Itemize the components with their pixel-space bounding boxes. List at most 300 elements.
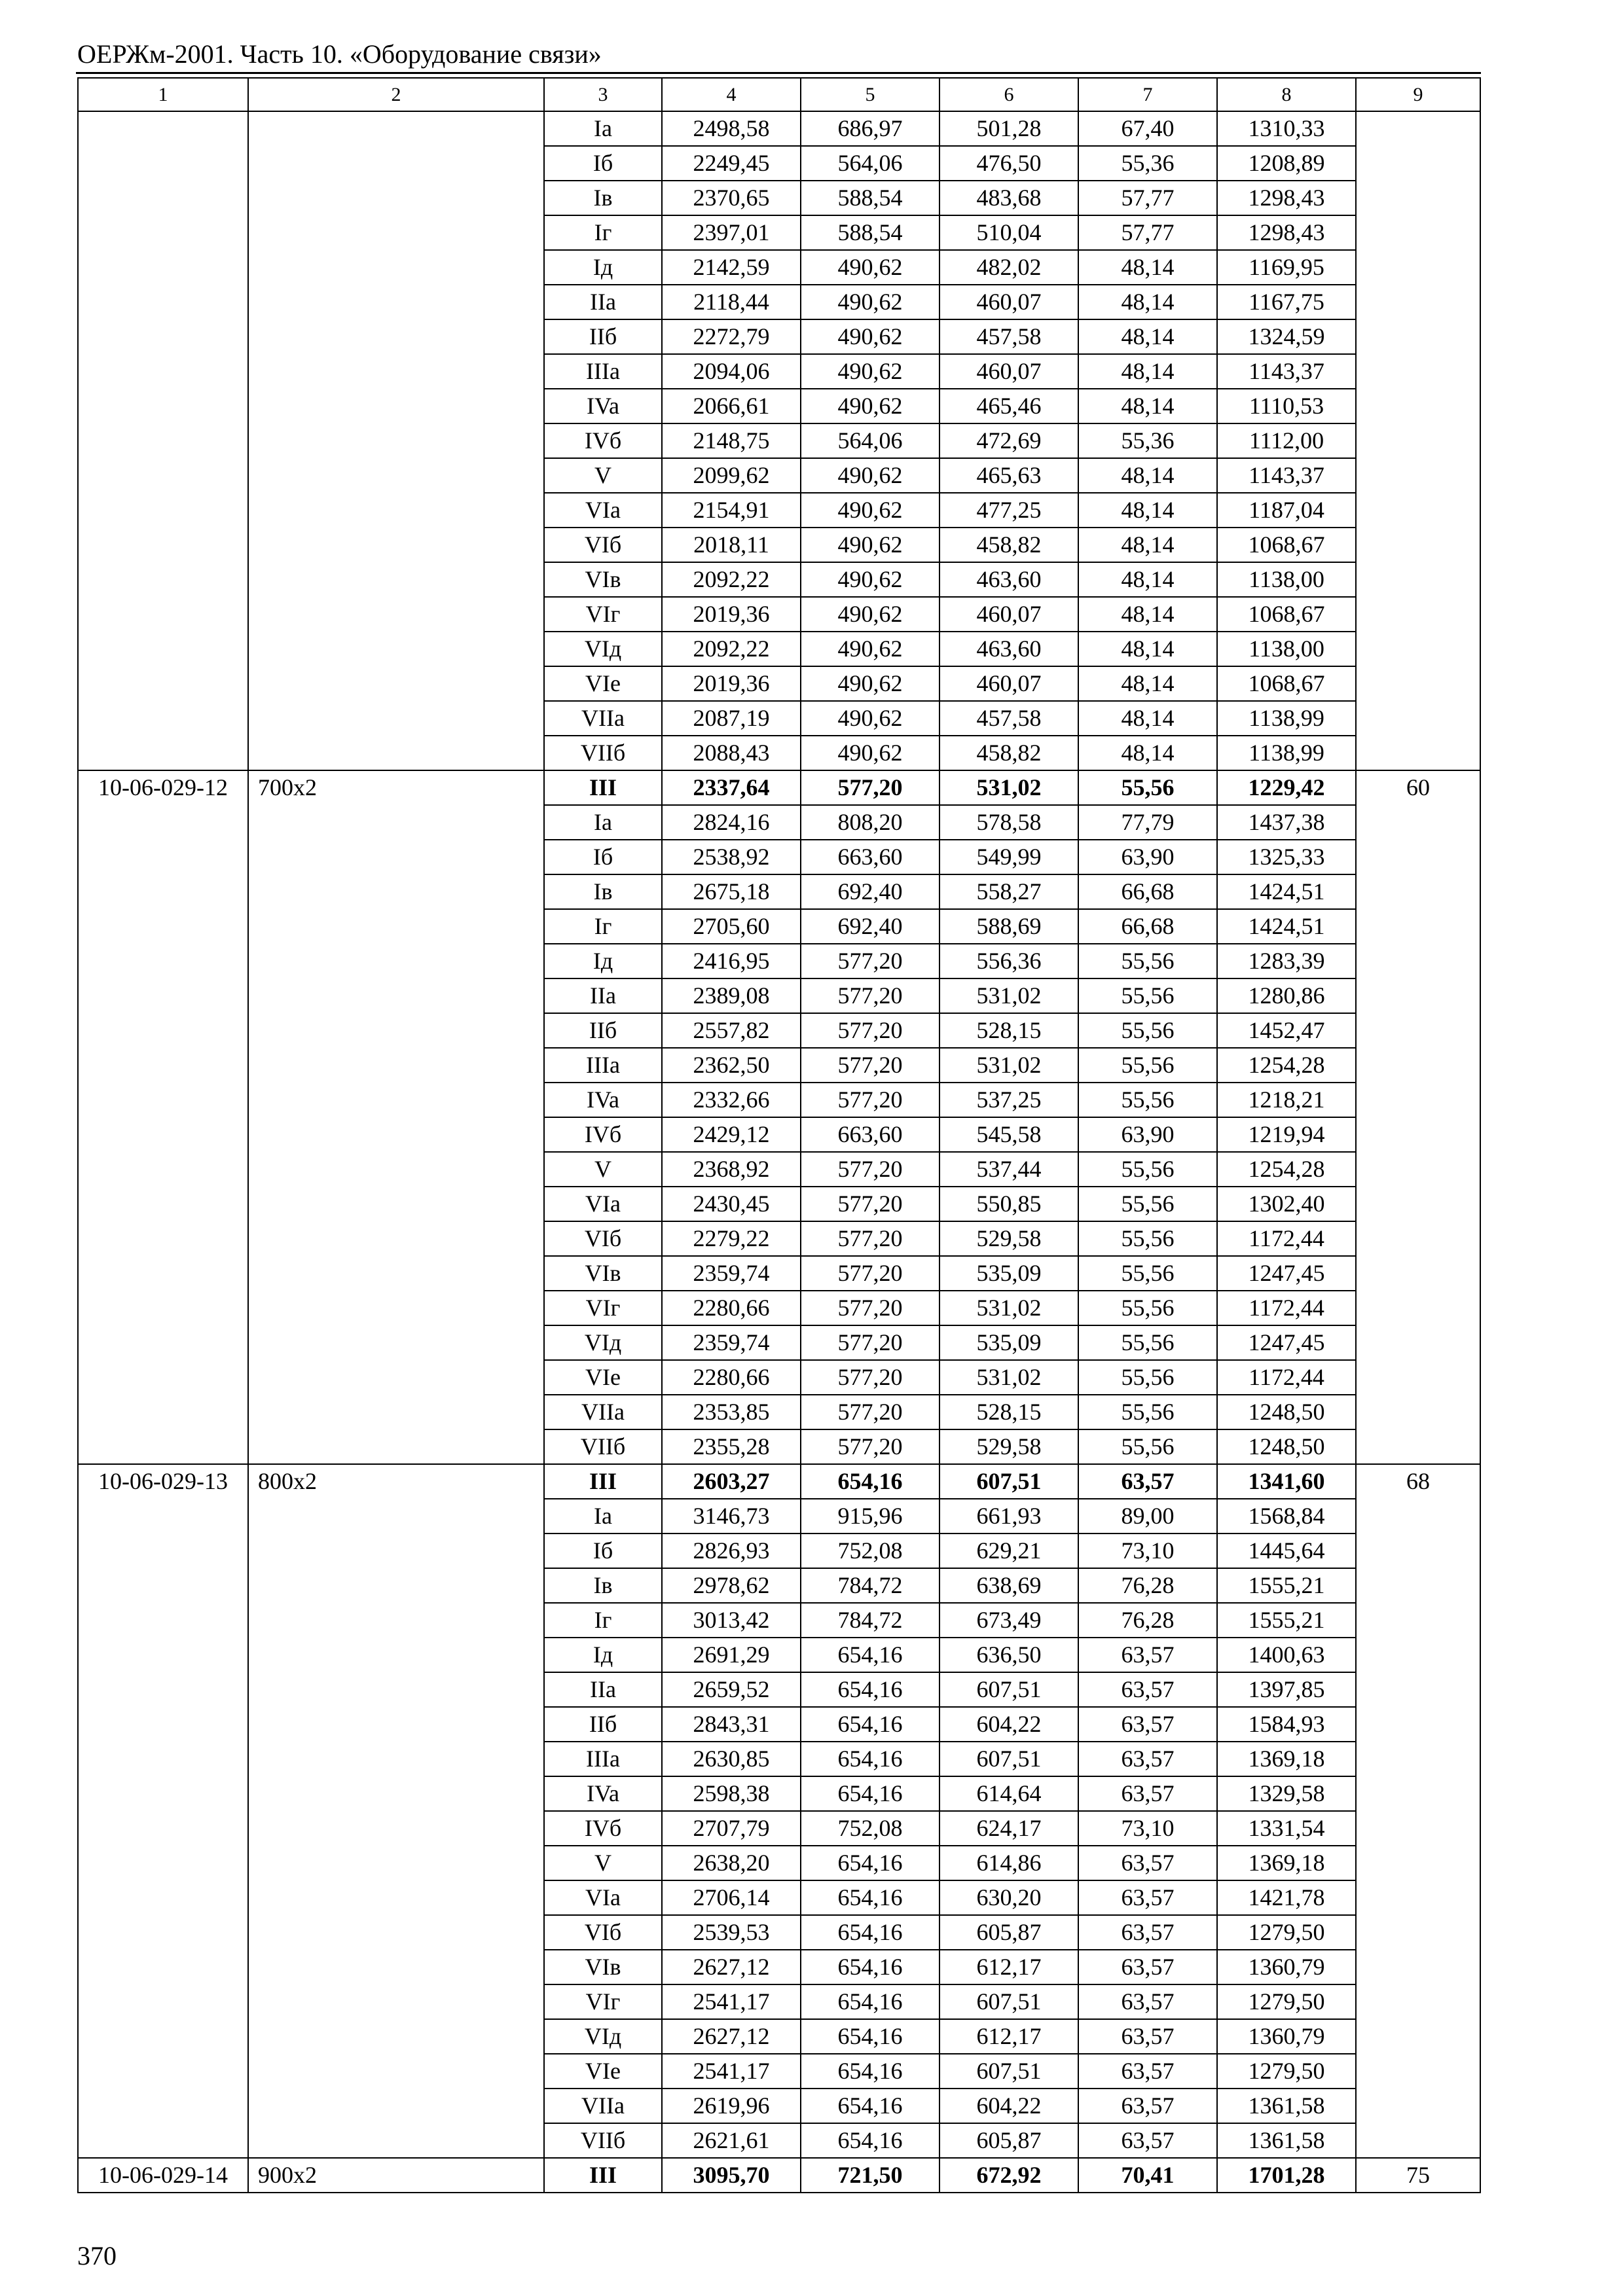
value-cell-col6: 457,58	[939, 701, 1078, 736]
value-cell-col7: 63,57	[1078, 1776, 1217, 1811]
value-cell-col6: 629,21	[939, 1534, 1078, 1568]
size-cell	[248, 2054, 544, 2089]
column-number: 7	[1078, 78, 1217, 111]
size-cell	[248, 354, 544, 389]
table-row	[78, 1221, 1480, 1256]
col9-cell	[1356, 1083, 1480, 1117]
value-cell-col7: 48,14	[1078, 666, 1217, 701]
table-row	[78, 111, 1480, 146]
value-cell-col5: 654,16	[801, 2123, 939, 2158]
size-cell	[248, 181, 544, 215]
class-cell: IIб	[544, 319, 662, 354]
page-header-title: ОЕРЖм-2001. Часть 10. «Оборудование связи»	[77, 39, 602, 69]
value-cell-col8: 1279,50	[1217, 2054, 1356, 2089]
code-cell	[78, 840, 248, 874]
table-row	[78, 493, 1480, 528]
value-cell-col6: 510,04	[939, 215, 1078, 250]
value-cell-col4: 2154,91	[662, 493, 801, 528]
table-row	[78, 1811, 1480, 1846]
value-cell-col5: 564,06	[801, 423, 939, 458]
value-cell-col5: 490,62	[801, 354, 939, 389]
class-cell: Ia	[544, 805, 662, 840]
value-cell-col7: 48,14	[1078, 285, 1217, 319]
size-cell	[248, 1360, 544, 1395]
value-cell-col7: 77,79	[1078, 805, 1217, 840]
table-row	[78, 1429, 1480, 1464]
value-cell-col4: 2272,79	[662, 319, 801, 354]
value-cell-col4: 2538,92	[662, 840, 801, 874]
size-cell	[248, 1568, 544, 1603]
table-row	[78, 1256, 1480, 1291]
value-cell-col4: 2826,93	[662, 1534, 801, 1568]
value-cell-col4: 2019,36	[662, 666, 801, 701]
col9-cell	[1356, 1360, 1480, 1395]
class-cell: IIб	[544, 1707, 662, 1742]
col9-cell	[1356, 423, 1480, 458]
code-cell	[78, 701, 248, 736]
value-cell-col5: 654,16	[801, 1672, 939, 1707]
value-cell-col5: 654,16	[801, 2089, 939, 2123]
col9-cell	[1356, 1534, 1480, 1568]
class-cell: Ia	[544, 111, 662, 146]
code-cell	[78, 1221, 248, 1256]
code-cell	[78, 1950, 248, 1984]
value-cell-col7: 63,57	[1078, 2019, 1217, 2054]
col9-cell	[1356, 1187, 1480, 1221]
value-cell-col7: 89,00	[1078, 1499, 1217, 1534]
class-cell: VIIб	[544, 2123, 662, 2158]
value-cell-col7: 55,56	[1078, 1013, 1217, 1048]
code-cell	[78, 1846, 248, 1880]
size-cell	[248, 1915, 544, 1950]
code-cell: 10-06-029-13	[78, 1464, 248, 1499]
value-cell-col5: 490,62	[801, 493, 939, 528]
value-cell-col6: 458,82	[939, 528, 1078, 562]
value-cell-col7: 55,56	[1078, 1083, 1217, 1117]
class-cell: Iд	[544, 944, 662, 978]
value-cell-col8: 1360,79	[1217, 2019, 1356, 2054]
value-cell-col6: 531,02	[939, 1291, 1078, 1325]
value-cell-col5: 490,62	[801, 701, 939, 736]
value-cell-col8: 1208,89	[1217, 146, 1356, 181]
value-cell-col7: 55,56	[1078, 944, 1217, 978]
table-row	[78, 528, 1480, 562]
table-row	[78, 2089, 1480, 2123]
col9-cell	[1356, 944, 1480, 978]
col9-cell	[1356, 2123, 1480, 2158]
value-cell-col8: 1280,86	[1217, 978, 1356, 1013]
value-cell-col6: 457,58	[939, 319, 1078, 354]
value-cell-col4: 2092,22	[662, 632, 801, 666]
table-row	[78, 1360, 1480, 1395]
size-cell	[248, 736, 544, 770]
table-row	[78, 1464, 1480, 1499]
code-cell	[78, 909, 248, 944]
size-cell	[248, 2089, 544, 2123]
value-cell-col5: 663,60	[801, 840, 939, 874]
class-cell: Iг	[544, 909, 662, 944]
table-row	[78, 1013, 1480, 1048]
value-cell-col6: 535,09	[939, 1325, 1078, 1360]
col9-cell	[1356, 1846, 1480, 1880]
col9-cell	[1356, 146, 1480, 181]
value-cell-col5: 577,20	[801, 978, 939, 1013]
value-cell-col7: 55,56	[1078, 1291, 1217, 1325]
value-cell-col6: 482,02	[939, 250, 1078, 285]
value-cell-col5: 577,20	[801, 1395, 939, 1429]
code-cell	[78, 1429, 248, 1464]
value-cell-col5: 588,54	[801, 215, 939, 250]
value-cell-col4: 2397,01	[662, 215, 801, 250]
code-cell	[78, 181, 248, 215]
value-cell-col4: 2118,44	[662, 285, 801, 319]
value-cell-col8: 1143,37	[1217, 354, 1356, 389]
code-cell	[78, 2019, 248, 2054]
value-cell-col5: 721,50	[801, 2158, 939, 2193]
value-cell-col8: 1247,45	[1217, 1325, 1356, 1360]
col9-cell	[1356, 493, 1480, 528]
class-cell: Iв	[544, 874, 662, 909]
class-cell: VIг	[544, 1984, 662, 2019]
value-cell-col4: 3146,73	[662, 1499, 801, 1534]
table-row	[78, 2019, 1480, 2054]
code-cell	[78, 597, 248, 632]
value-cell-col8: 1424,51	[1217, 909, 1356, 944]
col9-cell	[1356, 250, 1480, 285]
class-cell: VIa	[544, 1187, 662, 1221]
code-cell	[78, 1534, 248, 1568]
value-cell-col6: 537,25	[939, 1083, 1078, 1117]
value-cell-col6: 477,25	[939, 493, 1078, 528]
col9-cell: 75	[1356, 2158, 1480, 2193]
col9-cell	[1356, 2054, 1480, 2089]
table-row	[78, 250, 1480, 285]
value-cell-col6: 661,93	[939, 1499, 1078, 1534]
col9-cell	[1356, 1707, 1480, 1742]
col9-cell	[1356, 1638, 1480, 1672]
code-cell	[78, 1152, 248, 1187]
value-cell-col7: 55,56	[1078, 1395, 1217, 1429]
value-cell-col8: 1068,67	[1217, 666, 1356, 701]
class-cell: IIIa	[544, 1742, 662, 1776]
value-cell-col5: 654,16	[801, 1776, 939, 1811]
table-row	[78, 1534, 1480, 1568]
size-cell	[248, 1152, 544, 1187]
value-cell-col8: 1138,99	[1217, 701, 1356, 736]
value-cell-col5: 577,20	[801, 1256, 939, 1291]
code-cell	[78, 944, 248, 978]
value-cell-col7: 55,36	[1078, 146, 1217, 181]
col9-cell	[1356, 528, 1480, 562]
class-cell: V	[544, 458, 662, 493]
class-cell: IVa	[544, 1776, 662, 1811]
value-cell-col8: 1555,21	[1217, 1603, 1356, 1638]
col9-cell	[1356, 111, 1480, 146]
value-cell-col8: 1248,50	[1217, 1395, 1356, 1429]
value-cell-col8: 1248,50	[1217, 1429, 1356, 1464]
value-cell-col6: 630,20	[939, 1880, 1078, 1915]
value-cell-col8: 1247,45	[1217, 1256, 1356, 1291]
value-cell-col6: 465,63	[939, 458, 1078, 493]
size-cell	[248, 666, 544, 701]
value-cell-col6: 535,09	[939, 1256, 1078, 1291]
code-cell	[78, 2123, 248, 2158]
col9-cell	[1356, 1256, 1480, 1291]
column-number-row	[78, 78, 1480, 111]
value-cell-col8: 1218,21	[1217, 1083, 1356, 1117]
value-cell-col6: 588,69	[939, 909, 1078, 944]
col9-cell	[1356, 874, 1480, 909]
value-cell-col5: 784,72	[801, 1568, 939, 1603]
code-cell	[78, 1013, 248, 1048]
value-cell-col4: 2978,62	[662, 1568, 801, 1603]
size-cell	[248, 319, 544, 354]
code-cell	[78, 1117, 248, 1152]
code-cell	[78, 1707, 248, 1742]
table-row	[78, 1880, 1480, 1915]
value-cell-col8: 1310,33	[1217, 111, 1356, 146]
value-cell-col5: 686,97	[801, 111, 939, 146]
value-cell-col7: 48,14	[1078, 493, 1217, 528]
class-cell: IVa	[544, 389, 662, 423]
size-cell	[248, 1776, 544, 1811]
value-cell-col5: 692,40	[801, 874, 939, 909]
col9-cell	[1356, 1117, 1480, 1152]
value-cell-col5: 915,96	[801, 1499, 939, 1534]
class-cell: VIв	[544, 1256, 662, 1291]
value-cell-col6: 472,69	[939, 423, 1078, 458]
value-cell-col6: 458,82	[939, 736, 1078, 770]
code-cell	[78, 2089, 248, 2123]
value-cell-col4: 2066,61	[662, 389, 801, 423]
code-cell	[78, 1776, 248, 1811]
value-cell-col7: 63,57	[1078, 1880, 1217, 1915]
code-cell	[78, 389, 248, 423]
value-cell-col6: 460,07	[939, 285, 1078, 319]
col9-cell	[1356, 1499, 1480, 1534]
value-cell-col4: 2148,75	[662, 423, 801, 458]
value-cell-col8: 1254,28	[1217, 1152, 1356, 1187]
code-cell	[78, 1325, 248, 1360]
value-cell-col8: 1283,39	[1217, 944, 1356, 978]
code-cell	[78, 423, 248, 458]
value-cell-col4: 3095,70	[662, 2158, 801, 2193]
value-cell-col8: 1298,43	[1217, 181, 1356, 215]
table-row	[78, 978, 1480, 1013]
size-cell	[248, 1672, 544, 1707]
table-row	[78, 2158, 1480, 2193]
col9-cell	[1356, 1950, 1480, 1984]
value-cell-col6: 556,36	[939, 944, 1078, 978]
value-cell-col6: 607,51	[939, 1742, 1078, 1776]
col9-cell: 68	[1356, 1464, 1480, 1499]
col9-cell	[1356, 1603, 1480, 1638]
value-cell-col7: 63,57	[1078, 2089, 1217, 2123]
table-row	[78, 632, 1480, 666]
size-cell	[248, 944, 544, 978]
table-row	[78, 562, 1480, 597]
value-cell-col8: 1329,58	[1217, 1776, 1356, 1811]
value-cell-col5: 784,72	[801, 1603, 939, 1638]
size-cell: 800x2	[248, 1464, 544, 1499]
size-cell	[248, 562, 544, 597]
size-cell	[248, 389, 544, 423]
code-cell	[78, 285, 248, 319]
code-cell: 10-06-029-12	[78, 770, 248, 805]
class-cell: VIIб	[544, 1429, 662, 1464]
size-cell	[248, 1984, 544, 2019]
value-cell-col7: 48,14	[1078, 701, 1217, 736]
code-cell	[78, 1083, 248, 1117]
table-row	[78, 354, 1480, 389]
value-cell-col4: 2843,31	[662, 1707, 801, 1742]
value-cell-col8: 1219,94	[1217, 1117, 1356, 1152]
col9-cell	[1356, 215, 1480, 250]
value-cell-col4: 2019,36	[662, 597, 801, 632]
value-cell-col7: 48,14	[1078, 562, 1217, 597]
value-cell-col8: 1701,28	[1217, 2158, 1356, 2193]
value-cell-col7: 55,36	[1078, 423, 1217, 458]
col9-cell	[1356, 1776, 1480, 1811]
value-cell-col7: 67,40	[1078, 111, 1217, 146]
class-cell: VIв	[544, 562, 662, 597]
value-cell-col7: 63,57	[1078, 1915, 1217, 1950]
class-cell: VIe	[544, 2054, 662, 2089]
size-cell	[248, 874, 544, 909]
value-cell-col4: 2541,17	[662, 1984, 801, 2019]
table-row	[78, 840, 1480, 874]
code-cell	[78, 1742, 248, 1776]
value-cell-col5: 577,20	[801, 1187, 939, 1221]
value-cell-col4: 2332,66	[662, 1083, 801, 1117]
col9-cell	[1356, 285, 1480, 319]
size-cell	[248, 2123, 544, 2158]
value-cell-col7: 63,90	[1078, 840, 1217, 874]
size-cell	[248, 1083, 544, 1117]
value-cell-col5: 490,62	[801, 285, 939, 319]
value-cell-col6: 501,28	[939, 111, 1078, 146]
value-cell-col5: 577,20	[801, 1429, 939, 1464]
page-number: 370	[77, 2241, 117, 2270]
class-cell: Iб	[544, 146, 662, 181]
table-row	[78, 805, 1480, 840]
value-cell-col6: 612,17	[939, 2019, 1078, 2054]
header-rule	[76, 72, 1481, 74]
col9-cell	[1356, 909, 1480, 944]
value-cell-col4: 2370,65	[662, 181, 801, 215]
col9-cell	[1356, 1221, 1480, 1256]
code-cell	[78, 805, 248, 840]
value-cell-col4: 2707,79	[662, 1811, 801, 1846]
value-cell-col6: 531,02	[939, 1360, 1078, 1395]
size-cell	[248, 1048, 544, 1083]
class-cell: VIб	[544, 1221, 662, 1256]
value-cell-col6: 528,15	[939, 1395, 1078, 1429]
value-cell-col5: 588,54	[801, 181, 939, 215]
code-cell	[78, 1360, 248, 1395]
class-cell: VIб	[544, 528, 662, 562]
table-row	[78, 1325, 1480, 1360]
table-row	[78, 1048, 1480, 1083]
size-cell	[248, 1325, 544, 1360]
class-cell: IIa	[544, 285, 662, 319]
value-cell-col7: 70,41	[1078, 2158, 1217, 2193]
table-row	[78, 1846, 1480, 1880]
value-cell-col5: 654,16	[801, 1464, 939, 1499]
value-cell-col5: 654,16	[801, 1707, 939, 1742]
value-cell-col4: 2691,29	[662, 1638, 801, 1672]
value-cell-col7: 63,57	[1078, 1742, 1217, 1776]
table-row	[78, 1152, 1480, 1187]
table-row	[78, 770, 1480, 805]
code-cell	[78, 736, 248, 770]
col9-cell	[1356, 1915, 1480, 1950]
table-row	[78, 1707, 1480, 1742]
col9-cell	[1356, 1048, 1480, 1083]
table-row	[78, 874, 1480, 909]
column-number: 6	[939, 78, 1078, 111]
value-cell-col7: 63,57	[1078, 1672, 1217, 1707]
table-row	[78, 285, 1480, 319]
value-cell-col6: 673,49	[939, 1603, 1078, 1638]
value-cell-col6: 614,86	[939, 1846, 1078, 1880]
value-cell-col5: 577,20	[801, 1325, 939, 1360]
value-cell-col4: 2087,19	[662, 701, 801, 736]
table-row	[78, 1950, 1480, 1984]
value-cell-col6: 672,92	[939, 2158, 1078, 2193]
table-row	[78, 458, 1480, 493]
value-cell-col8: 1369,18	[1217, 1742, 1356, 1776]
value-cell-col5: 654,16	[801, 1950, 939, 1984]
value-cell-col6: 460,07	[939, 666, 1078, 701]
class-cell: Iв	[544, 1568, 662, 1603]
value-cell-col7: 48,14	[1078, 632, 1217, 666]
value-cell-col8: 1584,93	[1217, 1707, 1356, 1742]
size-cell	[248, 146, 544, 181]
value-cell-col8: 1568,84	[1217, 1499, 1356, 1534]
class-cell: IIIa	[544, 1048, 662, 1083]
class-cell: VIг	[544, 597, 662, 632]
code-cell	[78, 874, 248, 909]
value-cell-col4: 2430,45	[662, 1187, 801, 1221]
value-cell-col5: 577,20	[801, 1083, 939, 1117]
value-cell-col8: 1138,00	[1217, 562, 1356, 597]
column-number: 2	[248, 78, 544, 111]
size-cell	[248, 1256, 544, 1291]
value-cell-col8: 1437,38	[1217, 805, 1356, 840]
value-cell-col6: 607,51	[939, 1464, 1078, 1499]
value-cell-col8: 1254,28	[1217, 1048, 1356, 1083]
value-cell-col8: 1169,95	[1217, 250, 1356, 285]
value-cell-col4: 2018,11	[662, 528, 801, 562]
value-cell-col8: 1172,44	[1217, 1221, 1356, 1256]
code-cell	[78, 562, 248, 597]
value-cell-col6: 483,68	[939, 181, 1078, 215]
value-cell-col5: 564,06	[801, 146, 939, 181]
code-cell: 10-06-029-14	[78, 2158, 248, 2193]
code-cell	[78, 1638, 248, 1672]
class-cell: IVб	[544, 423, 662, 458]
value-cell-col8: 1138,99	[1217, 736, 1356, 770]
value-cell-col5: 577,20	[801, 770, 939, 805]
table-row	[78, 389, 1480, 423]
value-cell-col4: 2429,12	[662, 1117, 801, 1152]
code-cell	[78, 1048, 248, 1083]
value-cell-col7: 57,77	[1078, 215, 1217, 250]
col9-cell	[1356, 1811, 1480, 1846]
class-cell: IVa	[544, 1083, 662, 1117]
value-cell-col5: 577,20	[801, 944, 939, 978]
